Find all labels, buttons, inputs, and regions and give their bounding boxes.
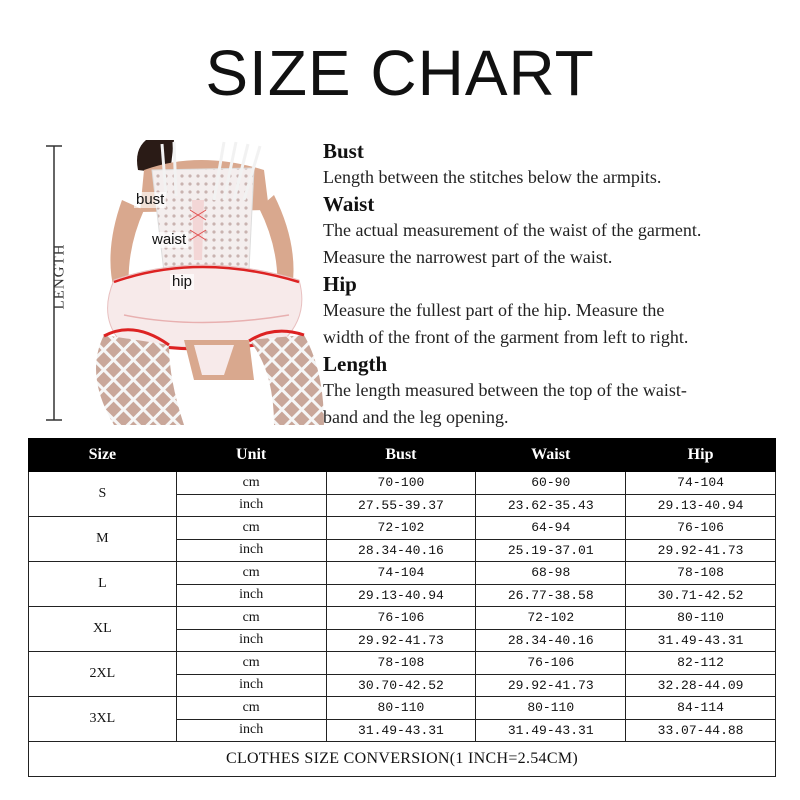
unit-label: inch [176, 674, 326, 697]
header-unit: Unit [176, 439, 326, 472]
conversion-note: CLOTHES SIZE CONVERSION(1 INCH=2.54CM) [29, 742, 776, 777]
hip-value: 29.13-40.94 [626, 494, 776, 517]
definition-text-waist: The actual measurement of the waist of the garment. [323, 220, 702, 240]
bust-value: 27.55-39.37 [326, 494, 476, 517]
header-bust: Bust [326, 439, 476, 472]
bust-value: 70-100 [326, 472, 476, 495]
waist-value: 28.34-40.16 [476, 629, 626, 652]
bust-value: 29.92-41.73 [326, 629, 476, 652]
waist-value: 72-102 [476, 607, 626, 630]
bust-value: 72-102 [326, 517, 476, 540]
bust-tag: bust [136, 191, 165, 208]
bust-value: 29.13-40.94 [326, 584, 476, 607]
waist-value: 26.77-38.58 [476, 584, 626, 607]
length-label: LENGTH [51, 243, 68, 310]
unit-label: inch [176, 539, 326, 562]
bust-value: 31.49-43.31 [326, 719, 476, 742]
definition-term-waist: Waist [323, 192, 375, 216]
table-row [29, 562, 776, 585]
size-table [28, 438, 776, 777]
hip-value: 32.28-44.09 [626, 674, 776, 697]
definition-text-bust: Length between the stitches below the armpits. [323, 167, 662, 187]
hip-value: 82-112 [626, 652, 776, 675]
unit-label: inch [176, 719, 326, 742]
measurement-definitions [323, 138, 793, 431]
waist-value: 60-90 [476, 472, 626, 495]
definition-term-bust: Bust [323, 139, 364, 163]
hip-value: 76-106 [626, 517, 776, 540]
unit-label: cm [176, 517, 326, 540]
header-waist: Waist [476, 439, 626, 472]
definition-term-length: Length [323, 352, 388, 376]
definition-text-hip: width of the front of the garment from left to right. [323, 327, 689, 347]
unit-label: inch [176, 584, 326, 607]
hip-value: 30.71-42.52 [626, 584, 776, 607]
table-header-row [29, 439, 776, 472]
definition-term-hip: Hip [323, 272, 357, 296]
bust-value: 30.70-42.52 [326, 674, 476, 697]
hip-value: 80-110 [626, 607, 776, 630]
size-label: 3XL [29, 697, 177, 742]
unit-label: cm [176, 562, 326, 585]
unit-label: inch [176, 629, 326, 652]
table-row [29, 607, 776, 630]
size-label: S [29, 472, 177, 517]
bust-value: 74-104 [326, 562, 476, 585]
bust-value: 78-108 [326, 652, 476, 675]
size-label: M [29, 517, 177, 562]
waist-tag: waist [152, 231, 187, 248]
unit-label: cm [176, 607, 326, 630]
unit-label: inch [176, 494, 326, 517]
waist-value: 68-98 [476, 562, 626, 585]
size-label: 2XL [29, 652, 177, 697]
hip-value: 33.07-44.88 [626, 719, 776, 742]
waist-value: 31.49-43.31 [476, 719, 626, 742]
waist-value: 76-106 [476, 652, 626, 675]
definition-text-waist: Measure the narrowest part of the waist. [323, 247, 613, 267]
table-row [29, 472, 776, 495]
unit-label: cm [176, 652, 326, 675]
size-label: XL [29, 607, 177, 652]
size-label: L [29, 562, 177, 607]
model-photo [74, 140, 324, 425]
table-row [29, 697, 776, 720]
hip-tag: hip [172, 273, 193, 290]
bust-value: 28.34-40.16 [326, 539, 476, 562]
unit-label: cm [176, 472, 326, 495]
header-size: Size [29, 439, 177, 472]
page-title: SIZE CHART [205, 37, 595, 109]
header-hip: Hip [626, 439, 776, 472]
garment-figure [30, 140, 320, 425]
waist-value: 80-110 [476, 697, 626, 720]
definition-text-hip: Measure the fullest part of the hip. Measure the [323, 300, 665, 320]
waist-value: 25.19-37.01 [476, 539, 626, 562]
hip-value: 78-108 [626, 562, 776, 585]
hip-value: 31.49-43.31 [626, 629, 776, 652]
waist-value: 23.62-35.43 [476, 494, 626, 517]
definition-text-length: The length measured between the top of the waist- [323, 380, 687, 400]
table-row [29, 652, 776, 675]
bust-value: 80-110 [326, 697, 476, 720]
table-footer-row [29, 742, 776, 777]
waist-value: 64-94 [476, 517, 626, 540]
table-row [29, 517, 776, 540]
hip-value: 84-114 [626, 697, 776, 720]
bust-value: 76-106 [326, 607, 476, 630]
hip-value: 74-104 [626, 472, 776, 495]
waist-value: 29.92-41.73 [476, 674, 626, 697]
unit-label: cm [176, 697, 326, 720]
hip-value: 29.92-41.73 [626, 539, 776, 562]
definition-text-length: band and the leg opening. [323, 407, 509, 427]
